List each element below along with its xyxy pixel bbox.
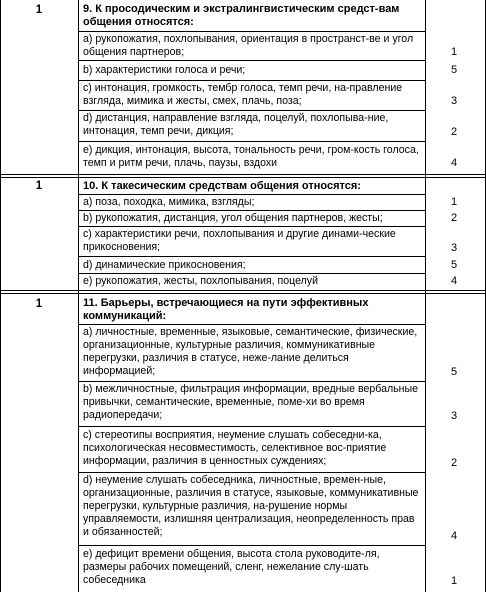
option-separator [78,194,425,195]
option-answer: 5 [450,366,458,378]
option-separator [78,545,425,546]
option-answer: 2 [450,126,458,138]
option-text: а) рукопожатия, похлопывания, ориентация в пространст-ве и угол общения партнеров; [83,33,414,58]
option-answer: 4 [450,275,458,287]
option-separator [78,472,425,473]
option-answer: 1 [450,46,458,58]
option-text: с) характеристики речи, похлопывания и другие динами-ческие прикосновения; [83,228,396,253]
option-text: с) интонация, громкость, тембр голоса, темп речи, на-правление взгляда, мимика и жесты, смех, плачь, поза; [83,82,403,107]
option-text: а) поза, походка, мимика, взгляды; [83,196,255,208]
option-answer: 4 [450,157,458,169]
option-answer: 2 [450,457,458,469]
option-text: d) неумение слушать собеседника, личностные, времен-ные, организационные, различия в статусе, языковые, коммуникативные перегрузки, культурные различия, на-рушение нормы управляемости, излишняя централизация, неопределенность прав и обязанностей; [83,474,419,538]
option-separator [78,381,425,382]
option-answer: 5 [450,64,458,76]
option-answer: 1 [450,196,458,208]
column-divider-number [78,0,79,592]
option-text: е) рукопожатия, жесты, похлопывания, поцелуй [83,275,319,287]
option-separator [78,324,425,325]
option-text: b) рукопожатия, дистанция, угол общения партнеров, жесты; [83,212,383,224]
block-separator [0,174,486,175]
option-separator [78,141,425,142]
option-text: е) дефицит времени общения, высота стола руководите-ля, размеры рабочих помещений, сленг, нежелание слу-шать собеседника [83,548,380,586]
question-title: 10. К такесическим средствам общения относятся: [83,180,361,192]
question-score: 1 [35,180,43,192]
option-text: b) характеристики голоса и речи; [83,64,246,76]
column-divider-answer [425,0,426,592]
option-separator [78,256,425,257]
option-answer: 5 [450,259,458,271]
option-text: е) дикция, интонация, высота, тональность речи, гром-кость голоса, темп и ритм речи, плачь, паузы, вздохи [83,144,419,169]
option-answer: 1 [450,575,458,587]
option-answer: 3 [450,242,458,254]
option-separator [78,210,425,211]
question-title: 9. К просодическим и экстралингвистическим средст-вам общения относятся: [83,3,400,28]
option-separator [78,273,425,274]
table-border-left [0,0,1,592]
option-text: b) межличностные, фильтрация информации, вредные вербальные привычки, семантические, временные, поме-хи во время радиопередачи; [83,383,419,421]
question-title: 11. Барьеры, встречающиеся на пути эффективных коммуникаций: [83,297,369,322]
option-separator [78,426,425,427]
block-separator [0,290,486,291]
option-text: d) динамические прикосновения; [83,259,246,271]
option-text: а) личностные, временные, языковые, семантические, физические, организационные, культурные различия, коммуникативные перегрузки, различия в статусе, неже-лание делиться информацией; [83,326,418,377]
option-text: d) дистанция, направление взгляда, поцелуй, похлопыва-ние, интонация, темп речи, дикция; [83,112,389,137]
question-score: 1 [35,4,43,16]
option-answer: 2 [450,212,458,224]
option-separator [78,80,425,81]
option-answer: 3 [450,95,458,107]
option-answer: 3 [450,410,458,422]
option-separator [78,226,425,227]
option-separator [78,60,425,61]
option-answer: 4 [450,530,458,542]
option-separator [78,31,425,32]
question-score: 1 [35,298,43,310]
option-separator [78,110,425,111]
option-text: с) стереотипы восприятия, неумение слушать собеседни-ка, психологическая несовместимость, селективное вос-приятие информации, различия в ценностных суждениях; [83,429,387,467]
